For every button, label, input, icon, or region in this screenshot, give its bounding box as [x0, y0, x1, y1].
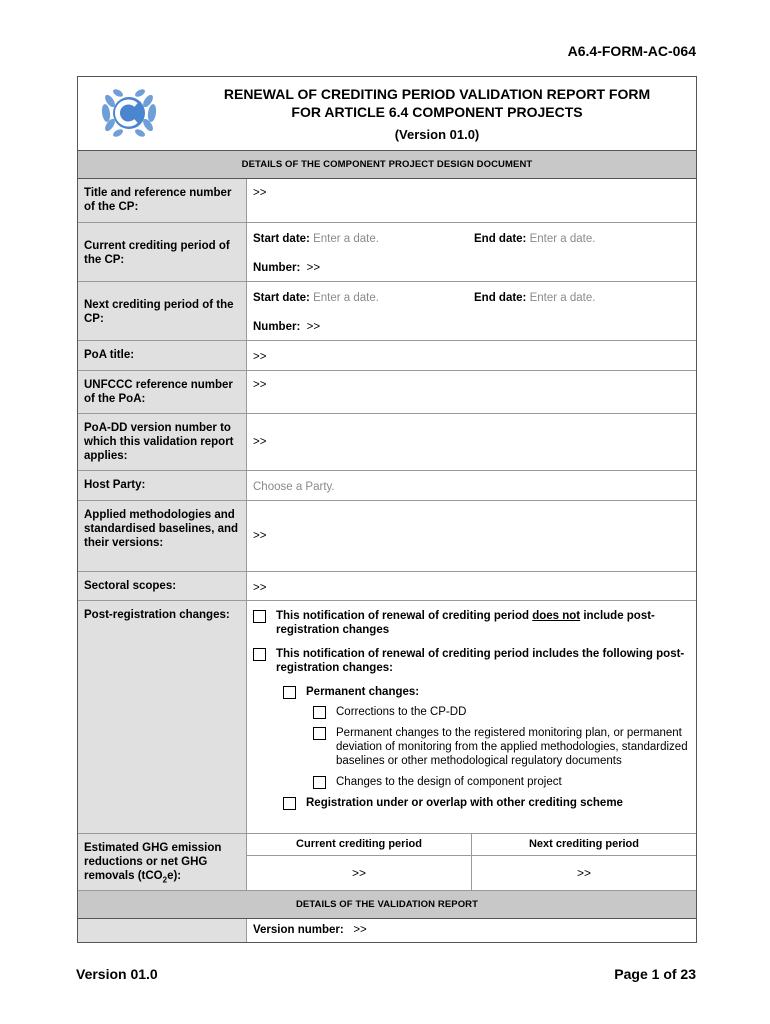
current-number-value: >>	[306, 262, 321, 274]
ghg-value-next[interactable]: >>	[576, 866, 591, 880]
label-poadd-version: PoA-DD version number to which this validation report applies:	[78, 414, 247, 470]
option-monitoring-plan-text: Permanent changes to the registered monitoring plan, or permanent deviation of monitoring from the applied methodologies, standardized baselines or other methodological regulatory documents	[336, 727, 688, 767]
ghg-value-current[interactable]: >>	[247, 856, 472, 890]
checkbox-design-changes[interactable]	[313, 776, 326, 789]
option-includes-changes-text: This notification of renewal of crediting period includes the following post-registration changes:	[276, 648, 685, 674]
ghg-table	[247, 834, 696, 890]
label-poa-title: PoA title:	[78, 341, 247, 370]
next-end-label: End date:	[474, 292, 527, 304]
label-next-crediting-period: Next crediting period of the CP:	[78, 282, 247, 340]
row-poadd-version	[78, 414, 696, 471]
opt1-text-end: include post-registration changes	[276, 610, 655, 636]
footer-version: Version 01.0	[76, 966, 158, 982]
option-includes-changes[interactable]	[253, 647, 690, 675]
form-title	[188, 85, 686, 121]
label-unfccc-reference: UNFCCC reference number of the PoA:	[78, 371, 247, 413]
next-period-fields	[247, 282, 696, 340]
label-host-party: Host Party:	[78, 471, 247, 500]
option-corrections[interactable]	[313, 705, 690, 719]
field-poa-title[interactable]: >>	[253, 351, 267, 363]
option-no-changes-text	[276, 609, 690, 637]
document-code: A6.4-FORM-AC-064	[567, 43, 696, 59]
current-end-label: End date:	[474, 233, 527, 245]
version-number-value: >>	[353, 924, 367, 936]
row-methodologies	[78, 501, 696, 572]
next-end-value: Enter a date.	[529, 292, 596, 304]
row-host-party	[78, 471, 696, 501]
field-unfccc-reference[interactable]: >>	[253, 379, 267, 391]
current-number-label: Number:	[253, 262, 301, 274]
option-design-changes[interactable]	[313, 775, 690, 789]
row-version-number	[78, 919, 696, 943]
current-start-value: Enter a date.	[313, 233, 379, 245]
checkbox-permanent-changes[interactable]	[283, 686, 296, 699]
form-version: (Version 01.0)	[394, 127, 480, 142]
next-start-label: Start date:	[253, 292, 310, 304]
row-current-crediting-period	[78, 223, 696, 282]
field-version-number[interactable]	[247, 919, 696, 942]
next-number-value: >>	[306, 321, 321, 333]
field-methodologies[interactable]: >>	[253, 530, 267, 542]
next-start-value: Enter a date.	[313, 292, 379, 304]
current-end-date[interactable]	[474, 232, 595, 246]
option-registration-overlap[interactable]	[283, 796, 690, 810]
row-poa-title	[78, 341, 696, 371]
post-registration-options	[247, 601, 696, 833]
field-poadd-version[interactable]: >>	[253, 436, 267, 448]
checkbox-registration-overlap[interactable]	[283, 797, 296, 810]
row-ghg-estimates	[78, 834, 696, 891]
label-post-registration: Post-registration changes:	[78, 601, 247, 833]
current-end-value: Enter a date.	[529, 233, 596, 245]
option-no-changes[interactable]	[253, 609, 690, 637]
next-start-date[interactable]	[253, 291, 379, 305]
option-registration-overlap-text: Registration under or overlap with other crediting scheme	[306, 797, 623, 809]
row-post-registration-changes	[78, 601, 696, 834]
ghg-table-header	[247, 834, 696, 856]
section-header-validation-report: DETAILS OF THE VALIDATION REPORT	[78, 891, 696, 919]
field-title-reference[interactable]: >>	[253, 187, 267, 199]
row-title-reference	[78, 179, 696, 223]
option-monitoring-plan[interactable]	[313, 726, 690, 768]
ghg-table-values	[247, 856, 696, 890]
title-line-1: RENEWAL OF CREDITING PERIOD VALIDATION REPORT FORM	[223, 86, 651, 102]
label-methodologies: Applied methodologies and standardised baselines, and their versions:	[78, 501, 247, 571]
label-title-reference: Title and reference number of the CP:	[78, 179, 247, 222]
opt1-text-underlined: does not	[532, 610, 581, 622]
option-corrections-text: Corrections to the CP-DD	[336, 706, 467, 718]
option-permanent-changes-text: Permanent changes:	[306, 686, 420, 698]
label-empty	[78, 919, 247, 942]
label-sectoral-scopes: Sectoral scopes:	[78, 572, 247, 600]
ghg-label-end: e):	[167, 870, 182, 882]
checkbox-includes-changes[interactable]	[253, 648, 266, 661]
ghg-label-subscript: 2	[162, 875, 168, 885]
row-next-crediting-period	[78, 282, 696, 341]
current-period-fields	[247, 223, 696, 281]
ghg-col-next: Next crediting period	[528, 838, 640, 850]
host-party-select[interactable]: Choose a Party.	[253, 481, 335, 493]
row-unfccc-reference	[78, 371, 696, 414]
version-number-label: Version number:	[253, 924, 344, 936]
next-end-date[interactable]	[474, 291, 595, 305]
checkbox-no-changes[interactable]	[253, 610, 266, 623]
unfccc-logo-icon	[98, 87, 160, 139]
ghg-label-start: Estimated GHG emission reductions or net GHG removals (tCO	[84, 842, 222, 882]
checkbox-monitoring-plan[interactable]	[313, 727, 326, 740]
opt1-text-start: This notification of renewal of crediting period	[276, 610, 533, 622]
label-ghg-estimates	[78, 834, 247, 890]
row-sectoral-scopes	[78, 572, 696, 601]
field-sectoral-scopes[interactable]: >>	[253, 582, 267, 594]
ghg-col-current: Current crediting period	[247, 834, 472, 855]
current-start-date[interactable]	[253, 232, 379, 246]
next-number[interactable]	[253, 320, 320, 334]
label-current-crediting-period: Current crediting period of the CP:	[78, 223, 247, 281]
current-start-label: Start date:	[253, 233, 310, 245]
footer-page-number: Page 1 of 23	[614, 966, 696, 982]
title-line-2: FOR ARTICLE 6.4 COMPONENT PROJECTS	[291, 104, 583, 120]
checkbox-corrections[interactable]	[313, 706, 326, 719]
option-permanent-changes[interactable]	[283, 685, 690, 699]
current-number[interactable]	[253, 261, 320, 275]
validation-report-form	[77, 76, 697, 943]
option-design-changes-text: Changes to the design of component project	[336, 776, 562, 788]
form-header	[78, 77, 696, 151]
section-header-cp-design: DETAILS OF THE COMPONENT PROJECT DESIGN DOCUMENT	[78, 151, 696, 179]
next-number-label: Number:	[253, 321, 301, 333]
